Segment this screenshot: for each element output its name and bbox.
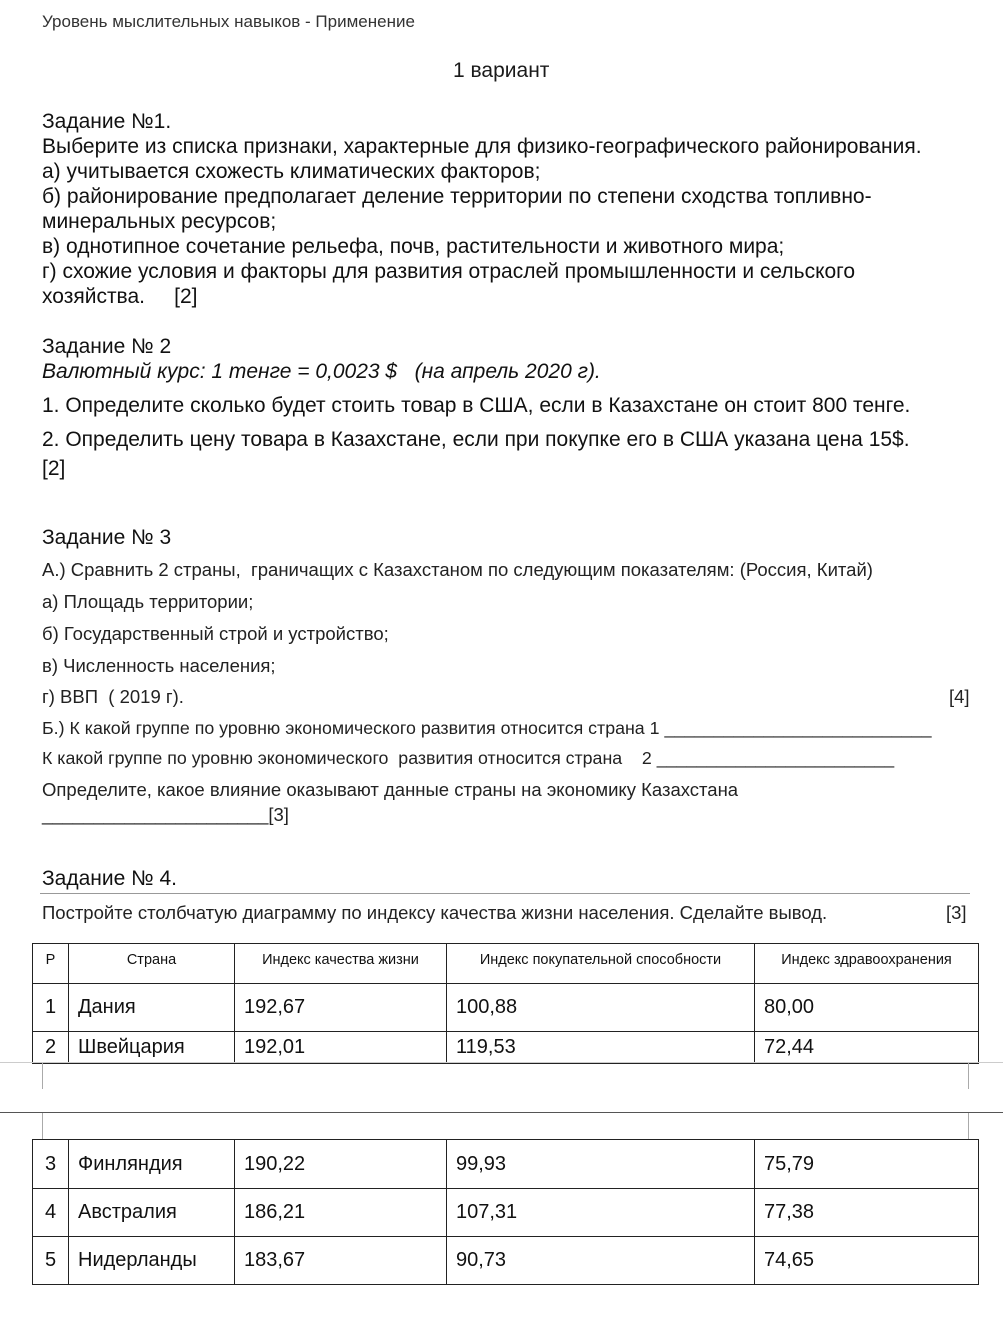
table-cell: 5 <box>33 1237 69 1285</box>
task3-part-c: Определите, какое влияние оказывают данные страны на экономику Казахстана <box>42 779 739 800</box>
task2-question-2: 2. Определить цену товара в Казахстане, если при покупке его в США указана цена 15$. <box>42 428 910 451</box>
table-cell: 77,38 <box>755 1189 979 1237</box>
table-row <box>33 1189 979 1237</box>
task4-title: Задание № 4. <box>42 867 178 890</box>
table-cell: 4 <box>33 1189 69 1237</box>
table-cell: Австралия <box>69 1189 235 1237</box>
index-table-bottom <box>32 1139 979 1285</box>
task3-item: г) ВВП ( 2019 г). <box>42 686 184 707</box>
table-cell: 100,88 <box>447 984 755 1032</box>
task3-part-b-1: Б.) К какой группе по уровню экономического развития относится страна 1 ___________________________ <box>42 718 932 738</box>
page-break-mark <box>42 1063 43 1089</box>
task3-title: Задание № 3 <box>42 526 172 549</box>
table-cell: 190,22 <box>235 1140 447 1189</box>
table-cell: Нидерланды <box>69 1237 235 1285</box>
table-row <box>33 984 979 1032</box>
task4-instruction: Постройте столбчатую диаграмму по индексу качества жизни населения. Сделайте вывод. <box>42 902 828 923</box>
table-cell: 74,65 <box>755 1237 979 1285</box>
task1-line: б) районирование предполагает деление территории по степени сходства топливно- <box>42 185 872 208</box>
table-cell: 119,53 <box>447 1032 755 1064</box>
table-cell: 99,93 <box>447 1140 755 1189</box>
table-cell: 72,44 <box>755 1032 979 1064</box>
table-cell: 90,73 <box>447 1237 755 1285</box>
page-header: Уровень мыслительных навыков - Применение <box>42 12 415 31</box>
page-break-line <box>0 1062 1003 1063</box>
page-break-mark <box>42 1113 43 1139</box>
divider <box>40 893 970 894</box>
column-header: Р <box>33 944 69 984</box>
task1-line: а) учитывается схожесть климатических факторов; <box>42 160 541 183</box>
task3-part-a: А.) Сравнить 2 страны, граничащих с Казахстаном по следующим показателям: (Россия, Китай) <box>42 559 873 580</box>
table-cell: 183,67 <box>235 1237 447 1285</box>
table-header-row <box>33 944 979 984</box>
column-header: Индекс покупательной способности <box>447 944 755 984</box>
task4-score: [3] <box>946 902 967 923</box>
task2-score: [2] <box>42 457 66 480</box>
table-cell: 192,67 <box>235 984 447 1032</box>
table-row <box>33 1032 979 1064</box>
table-cell: 186,21 <box>235 1189 447 1237</box>
table-cell: 80,00 <box>755 984 979 1032</box>
task2-title: Задание № 2 <box>42 335 172 358</box>
table-row <box>33 1237 979 1285</box>
table-cell: 3 <box>33 1140 69 1189</box>
task2-rate: Валютный курс: 1 тенге = 0,0023 $ (на апрель 2020 г). <box>42 360 601 383</box>
table-cell: 192,01 <box>235 1032 447 1064</box>
column-header: Страна <box>69 944 235 984</box>
table-cell: 75,79 <box>755 1140 979 1189</box>
task1-title: Задание №1. <box>42 110 172 133</box>
column-header: Индекс качества жизни <box>235 944 447 984</box>
table-cell: Финляндия <box>69 1140 235 1189</box>
index-table-top <box>32 943 979 1064</box>
task1-line: Выберите из списка признаки, характерные для физико-географического районирования. <box>42 135 922 158</box>
task2-question-1: 1. Определите сколько будет стоить товар в США, если в Казахстане он стоит 800 тенге. <box>42 394 911 417</box>
variant-title: 1 вариант <box>453 59 550 82</box>
table-cell: 1 <box>33 984 69 1032</box>
task3-part-c-answer: ______________________[3] <box>42 804 289 825</box>
page-break-mark <box>968 1113 969 1139</box>
page-break-line <box>0 1112 1003 1113</box>
column-header: Индекс здравоохранения <box>755 944 979 984</box>
task3-item: в) Численность населения; <box>42 655 276 676</box>
task1-line: г) схожие условия и факторы для развития отраслей промышленности и сельского <box>42 260 856 283</box>
task1-line: хозяйства. [2] <box>42 285 198 308</box>
task1-line: в) однотипное сочетание рельефа, почв, растительности и животного мира; <box>42 235 785 258</box>
task1-line: минеральных ресурсов; <box>42 210 277 233</box>
task3-part-b-2: К какой группе по уровню экономического развития относится страна 2 ________________________ <box>42 748 895 768</box>
table-cell: 2 <box>33 1032 69 1064</box>
table-cell: Швейцария <box>69 1032 235 1064</box>
page-break-mark <box>968 1063 969 1089</box>
table-row <box>33 1140 979 1189</box>
task3-score: [4] <box>949 686 970 707</box>
task3-item: а) Площадь территории; <box>42 591 254 612</box>
table-cell: Дания <box>69 984 235 1032</box>
task3-item: б) Государственный строй и устройство; <box>42 623 389 644</box>
table-cell: 107,31 <box>447 1189 755 1237</box>
